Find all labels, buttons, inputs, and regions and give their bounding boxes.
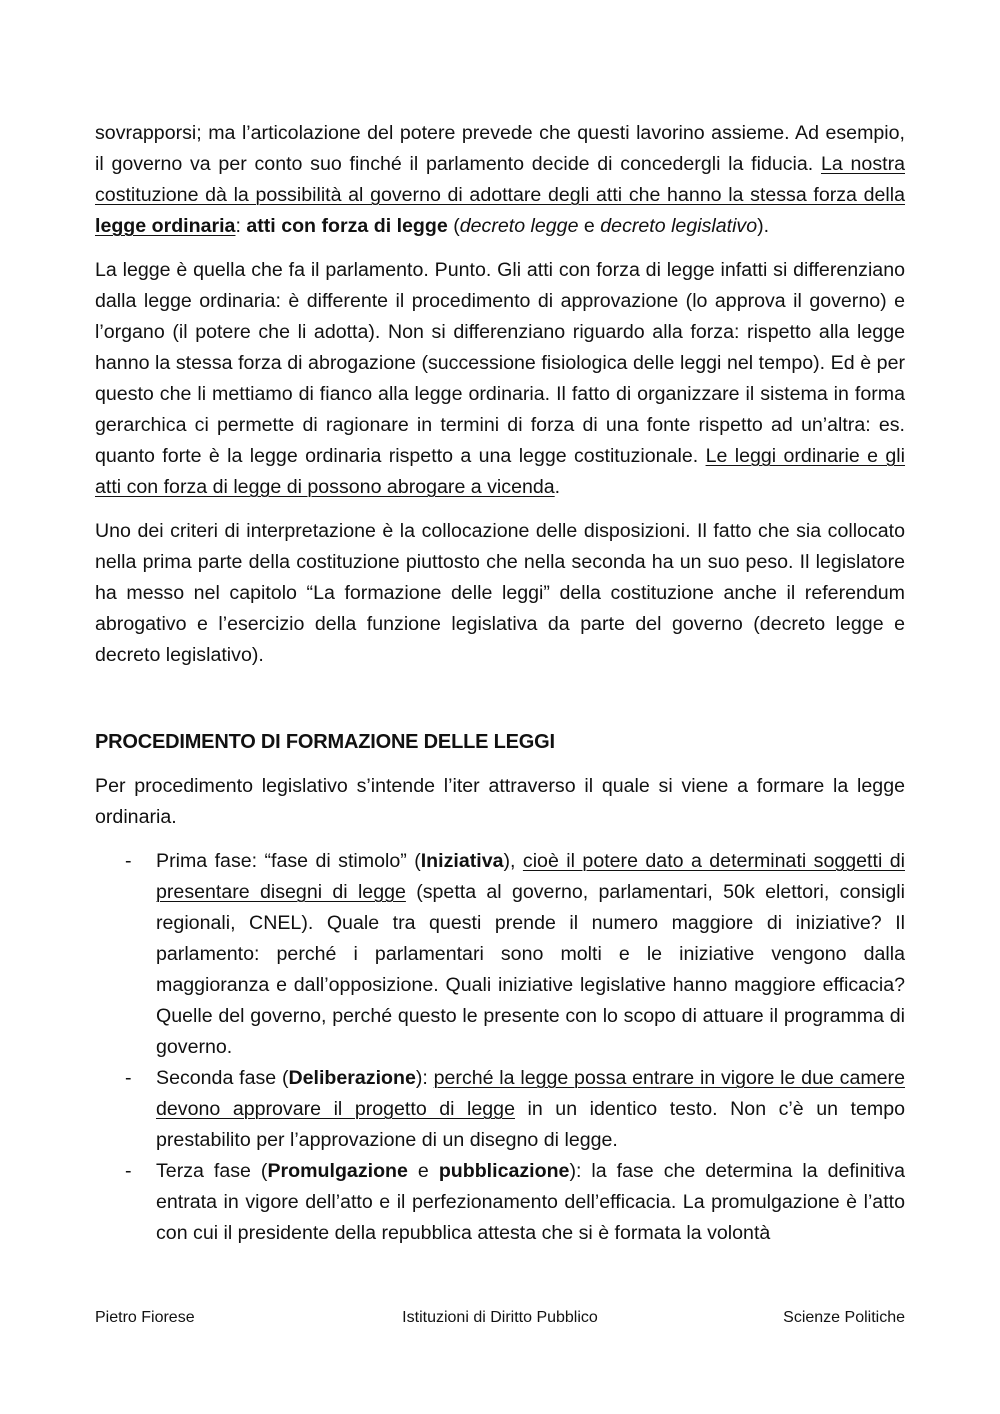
text-run: sovrapporsi; ma l’articolazione del potere prevede che questi lavorino assieme. Ad esempio, il governo va per conto suo finché il parlamento decide di concedergli la fiducia. bbox=[95, 122, 905, 175]
text-run: . bbox=[554, 476, 561, 498]
page-footer bbox=[95, 1306, 905, 1330]
underlined-text: cioè il potere dato a determinati soggetti di presentare disegni di legge bbox=[156, 850, 905, 903]
bold-underlined-text: legge ordinaria bbox=[95, 215, 236, 237]
footer-author: Pietro Fiorese bbox=[95, 1309, 195, 1326]
text-run: La legge è quella che fa il parlamento. Punto. Gli atti con forza di legge infatti si differenziano dalla legge ordinaria: è differente il procedimento di approvazione (lo approva il governo) e l’organo (il potere che li adotta). Non si differenziano riguardo alla forza: rispetto alla legge hanno la stessa forza di abrogazione (successione fisiologica delle leggi nel tempo). Ed è per questo che li mettiamo di fianco alla legge ordinaria. Il fatto di organizzare il sistema in forma gerarchica ci permette di ragionare in termini di forza di una fonte rispetto ad un’altra: es. quanto forte è la legge ordinaria rispetto a una legge costituzionale. bbox=[95, 259, 905, 467]
text-run: Seconda fase ( bbox=[156, 1067, 289, 1089]
text-run: Per procedimento legislativo s’intende l’iter attraverso il quale si viene a formare la legge ordinaria. bbox=[95, 775, 905, 828]
italic-text: decreto legge bbox=[459, 215, 579, 237]
list-item-terza-fase bbox=[95, 1156, 905, 1249]
bold-text: atti con forza di legge bbox=[246, 215, 448, 237]
text-run: ): bbox=[415, 1067, 434, 1089]
text-run: ). bbox=[757, 215, 770, 237]
phases-list bbox=[95, 846, 905, 1249]
bullet-dash: - bbox=[125, 850, 132, 872]
text-run: e bbox=[407, 1160, 439, 1182]
paragraph-legge-parlamento bbox=[95, 255, 905, 503]
bold-text: pubblicazione bbox=[438, 1160, 570, 1182]
page-body bbox=[95, 118, 905, 1249]
italic-text: decreto legislativo bbox=[600, 215, 758, 237]
underlined-text: La nostra costituzione dà la possibilità al governo di adottare degli atti che hanno la stessa forza della bbox=[95, 153, 905, 206]
bullet-dash: - bbox=[125, 1160, 132, 1182]
bullet-dash: - bbox=[125, 1067, 132, 1089]
bold-text: Deliberazione bbox=[288, 1067, 416, 1089]
text-run: ), bbox=[503, 850, 523, 872]
text-run: ( bbox=[447, 215, 460, 237]
text-run: Prima fase: “fase di stimolo” ( bbox=[156, 850, 421, 872]
text-run: e bbox=[578, 215, 601, 237]
section-heading: PROCEDIMENTO DI FORMAZIONE DELLE LEGGI bbox=[95, 731, 555, 753]
paragraph-procedimento bbox=[95, 771, 905, 833]
text-run: (spetta al governo, parlamentari, 50k elettori, consigli regionali, CNEL). Quale tra questi prende il numero maggiore di iniziative? Il parlamento: perché i parlamentari sono molti e le iniziative vengono dalla maggioranza e dall’opposizione. Quali iniziative legislative hanno maggiore efficacia? Quelle del governo, perché questo le presente con lo scopo di attuare il programma di governo. bbox=[156, 881, 905, 1058]
list-item-seconda-fase bbox=[95, 1063, 905, 1156]
paragraph-interpretazione bbox=[95, 516, 905, 671]
footer-faculty: Scienze Politiche bbox=[783, 1309, 905, 1326]
text-run: Terza fase ( bbox=[156, 1160, 268, 1182]
underlined-text: perché la legge possa entrare in vigore le due camere devono approvare il progetto di legge bbox=[156, 1067, 905, 1120]
paragraph-forza-di-legge bbox=[95, 118, 905, 242]
text-run: Uno dei criteri di interpretazione è la collocazione delle disposizioni. Il fatto che sia collocato nella prima parte della costituzione piuttosto che nella seconda ha un suo peso. Il legislatore ha messo nel capitolo “La formazione delle leggi” della costituzione anche il referendum abrogativo e l’esercizio della funzione legislativa da parte del governo (decreto legge e decreto legislativo). bbox=[95, 520, 905, 666]
footer-course: Istituzioni di Diritto Pubblico bbox=[402, 1309, 598, 1326]
list-item-prima-fase bbox=[95, 846, 905, 1063]
bold-text: Promulgazione bbox=[267, 1160, 408, 1182]
text-run: ): la fase che determina la definitiva entrata in vigore dell’atto e il perfezionamento dell’efficacia. La promulgazione è l’atto con cui il presidente della repubblica attesta che si è formata la volontà bbox=[156, 1160, 905, 1244]
bold-text: Iniziativa bbox=[420, 850, 504, 872]
underlined-text: Le leggi ordinarie e gli atti con forza di legge di possono abrogare a vicenda bbox=[95, 445, 906, 498]
text-run: : bbox=[235, 215, 247, 237]
text-run: in un identico testo. Non c’è un tempo prestabilito per l’approvazione di un disegno di legge. bbox=[156, 1098, 906, 1151]
